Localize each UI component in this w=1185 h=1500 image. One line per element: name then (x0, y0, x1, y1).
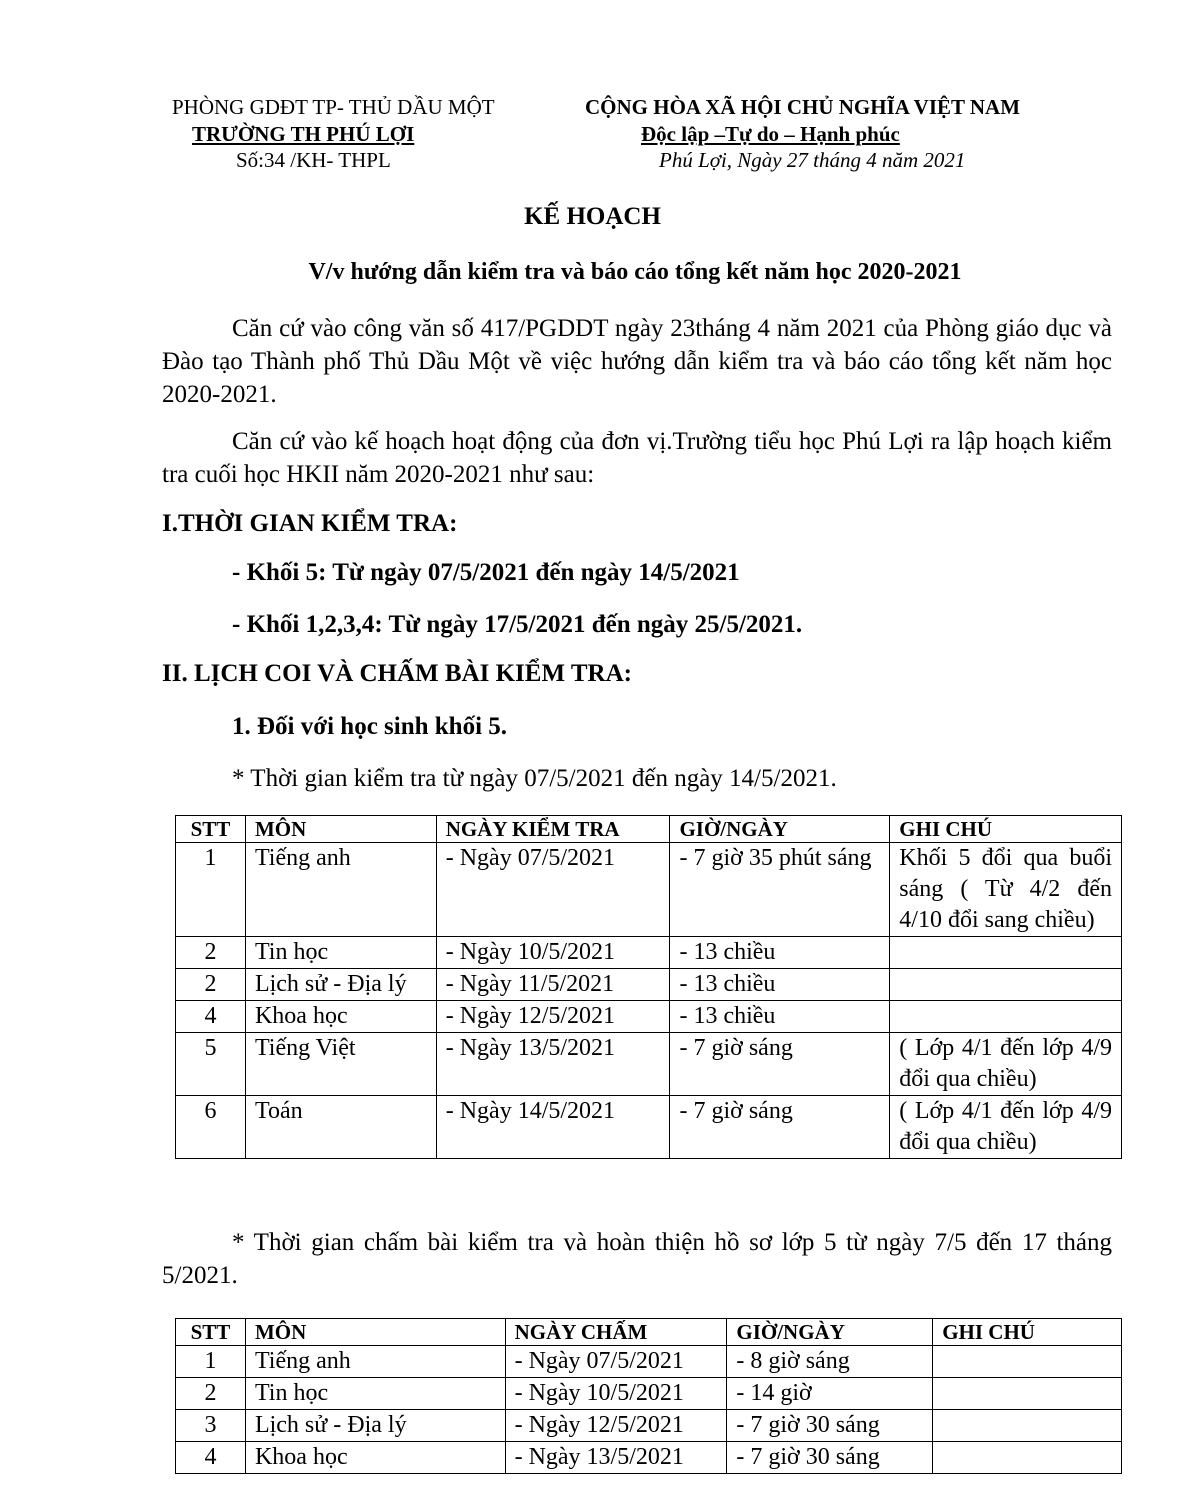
cell-stt: 5 (176, 1033, 246, 1096)
cell-subject: Tiếng anh (245, 843, 436, 937)
table-row (176, 843, 1122, 937)
schedule-grades-1-4: - Khối 1,2,3,4: Từ ngày 17/5/2021 đến ngày 25/5/2021. (232, 611, 803, 638)
cell-note (933, 1442, 1122, 1474)
cell-time: - 8 giờ sáng (727, 1346, 933, 1378)
section-2-heading: II. LỊCH COI VÀ CHẤM BÀI KIỂM TRA: (162, 660, 632, 687)
table-row (176, 1442, 1122, 1474)
cell-note: ( Lớp 4/1 đến lớp 4/9 đổi qua chiều) (890, 1033, 1122, 1096)
cell-time: - 7 giờ 30 sáng (727, 1442, 933, 1474)
table-row (176, 1378, 1122, 1410)
cell-time: - 13 chiều (670, 969, 890, 1001)
column-header-time: GIỜ/NGÀY (670, 816, 890, 843)
table-header-row (176, 816, 1122, 843)
document-number: Số:34 /KH- THPL (236, 148, 391, 172)
place-date: Phú Lợi, Ngày 27 tháng 4 năm 2021 (659, 148, 966, 172)
table-row (176, 1346, 1122, 1378)
cell-note: ( Lớp 4/1 đến lớp 4/9 đổi qua chiều) (890, 1096, 1122, 1159)
cell-date: - Ngày 13/5/2021 (505, 1442, 727, 1474)
cell-subject: Tiếng Việt (245, 1033, 436, 1096)
column-header-subject: MÔN (245, 816, 436, 843)
cell-subject: Toán (245, 1096, 436, 1159)
cell-subject: Lịch sử - Địa lý (245, 969, 436, 1001)
cell-date: - Ngày 14/5/2021 (436, 1096, 670, 1159)
cell-time: - 13 chiều (670, 1001, 890, 1033)
cell-date: - Ngày 13/5/2021 (436, 1033, 670, 1096)
cell-date: - Ngày 07/5/2021 (505, 1346, 727, 1378)
table-row (176, 1033, 1122, 1096)
cell-subject: Khoa học (245, 1442, 505, 1474)
column-header-note: GHI CHÚ (933, 1319, 1122, 1346)
school-name: TRƯỜNG TH PHÚ LỢI (192, 122, 415, 146)
cell-stt: 1 (176, 843, 246, 937)
grading-period-note: * Thời gian chấm bài kiểm tra và hoàn thiện hồ sơ lớp 5 từ ngày 7/5 đến 17 tháng 5/2021. (162, 1229, 1112, 1289)
cell-note: Khối 5 đổi qua buổi sáng ( Từ 4/2 đến 4/10 đổi sang chiều) (890, 843, 1122, 937)
column-header-stt: STT (176, 1319, 246, 1346)
paragraph-basis-1: Căn cứ vào công văn số 417/PGDDT ngày 23tháng 4 năm 2021 của Phòng giáo dục và Đào tạo Thành phố Thủ Dầu Một về việc hướng dẫn kiểm tra và báo cáo tổng kết năm học 2020-2021. (162, 315, 1112, 408)
cell-stt: 1 (176, 1346, 246, 1378)
national-title: CỘNG HÒA XÃ HỘI CHỦ NGHĨA VIỆT NAM (585, 95, 1021, 119)
table-row (176, 1096, 1122, 1159)
cell-stt: 3 (176, 1410, 246, 1442)
cell-stt: 6 (176, 1096, 246, 1159)
table-row (176, 969, 1122, 1001)
cell-date: - Ngày 07/5/2021 (436, 843, 670, 937)
cell-subject: Lịch sử - Địa lý (245, 1410, 505, 1442)
column-header-date: NGÀY KIỂM TRA (436, 816, 670, 843)
schedule-grade-5: - Khối 5: Từ ngày 07/5/2021 đến ngày 14/5/2021 (232, 559, 740, 586)
cell-subject: Tin học (245, 1378, 505, 1410)
table-row (176, 937, 1122, 969)
cell-time: - 7 giờ 35 phút sáng (670, 843, 890, 937)
cell-subject: Khoa học (245, 1001, 436, 1033)
table-header-row (176, 1319, 1122, 1346)
section-1-heading: I.THỜI GIAN KIỂM TRA: (162, 510, 458, 537)
cell-time: - 14 giờ (727, 1378, 933, 1410)
cell-stt: 2 (176, 969, 246, 1001)
cell-stt: 2 (176, 1378, 246, 1410)
column-header-time: GIỜ/NGÀY (727, 1319, 933, 1346)
cell-stt: 4 (176, 1442, 246, 1474)
national-motto: Độc lập –Tự do – Hạnh phúc (641, 122, 900, 146)
cell-time: - 13 chiều (670, 937, 890, 969)
column-header-stt: STT (176, 816, 246, 843)
cell-time: - 7 giờ sáng (670, 1033, 890, 1096)
cell-note (933, 1346, 1122, 1378)
cell-subject: Tin học (245, 937, 436, 969)
cell-date: - Ngày 11/5/2021 (436, 969, 670, 1001)
department-name: PHÒNG GDĐT TP- THỦ DẦU MỘT (172, 95, 495, 119)
cell-stt: 4 (176, 1001, 246, 1033)
grading-schedule-table (175, 1318, 1122, 1474)
table-row (176, 1410, 1122, 1442)
exam-schedule-table (175, 815, 1122, 1159)
table-row (176, 1001, 1122, 1033)
cell-note (890, 969, 1122, 1001)
cell-date: - Ngày 10/5/2021 (436, 937, 670, 969)
cell-date: - Ngày 12/5/2021 (436, 1001, 670, 1033)
cell-time: - 7 giờ sáng (670, 1096, 890, 1159)
cell-subject: Tiếng anh (245, 1346, 505, 1378)
column-header-note: GHI CHÚ (890, 816, 1122, 843)
cell-note (933, 1410, 1122, 1442)
cell-note (890, 937, 1122, 969)
cell-date: - Ngày 10/5/2021 (505, 1378, 727, 1410)
document-title: KẾ HOẠCH (524, 203, 661, 230)
exam-period-note: * Thời gian kiểm tra từ ngày 07/5/2021 đến ngày 14/5/2021. (232, 765, 837, 792)
cell-time: - 7 giờ 30 sáng (727, 1410, 933, 1442)
column-header-subject: MÔN (245, 1319, 505, 1346)
cell-date: - Ngày 12/5/2021 (505, 1410, 727, 1442)
cell-note (933, 1378, 1122, 1410)
cell-note (890, 1001, 1122, 1033)
document-subtitle: V/v hướng dẫn kiểm tra và báo cáo tổng kết năm học 2020-2021 (308, 259, 962, 285)
paragraph-basis-2: Căn cứ vào kế hoạch hoạt động của đơn vị.Trường tiểu học Phú Lợi ra lập hoạch kiểm tra cuối học HKII năm 2020-2021 như sau: (162, 428, 1112, 488)
cell-stt: 2 (176, 937, 246, 969)
subsection-grade-5: 1. Đối với học sinh khối 5. (232, 713, 508, 740)
column-header-grading-date: NGÀY CHẤM (505, 1319, 727, 1346)
